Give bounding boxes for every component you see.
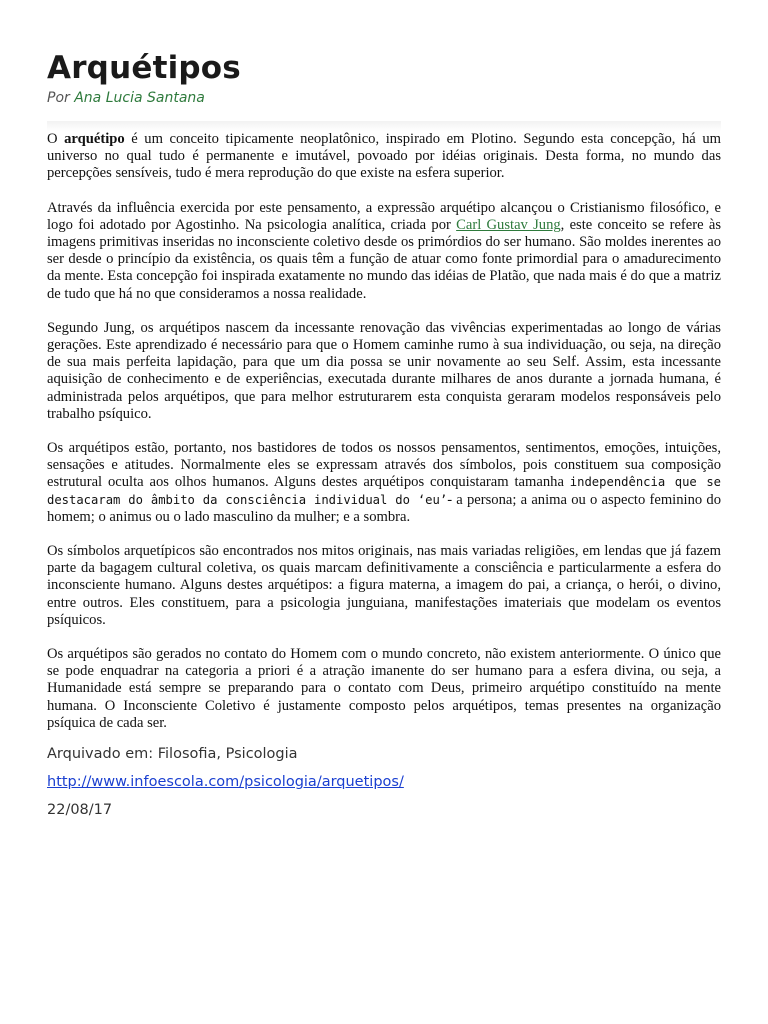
- date: 22/08/17: [47, 802, 113, 819]
- bold-term-arquetipo: arquétipo: [64, 131, 125, 147]
- paragraph-1: [47, 131, 721, 183]
- jung-link[interactable]: Carl Gustav Jung: [456, 216, 561, 233]
- paragraph-1-intro: O: [47, 131, 65, 147]
- paragraph-5: Os símbolos arquetípicos são encontrados nos mitos originais, nas mais variadas religiões, em lendas que já fazem parte da bagagem cultural coletiva, os quais marcam definitivamente a consciência e particularmente a esfera do inconsciente humano. Alguns destes arquétipos: a figura materna, a imagem do pai, a criança, o herói, o divino, entre outros. Eles constituem, para a psicologia junguiana, manifestações imateriais que modelam os eventos psíquicos.: [47, 543, 721, 628]
- paragraph-4: [47, 440, 721, 526]
- paragraph-2-text-a: Através da influência exercida por este pensamento, a expressão arquétipo alcançou o Cristianismo filosófico, e logo foi adotado por Agostinho. Na psicologia analítica, criada por: [47, 199, 721, 233]
- article-body: [47, 121, 721, 732]
- source-url-link[interactable]: http://www.infoescola.com/psicologia/arquetipos/: [47, 774, 404, 791]
- paragraph-1-text: é um conceito tipicamente neoplatônico, inspirado em Plotino. Segundo esta concepção, há um universo no qual tudo é permanente e imutável, povoado por idéias originais. Desta forma, no mundo das percepções sensíveis, tudo é mera reprodução do que existe na esfera superior.: [47, 131, 721, 182]
- archived-categories: Arquivado em: Filosofia, Psicologia: [47, 746, 298, 763]
- paragraph-4-mono-text: independência que se destacaram do âmbito da consciência individual do ‘eu’: [47, 475, 721, 507]
- byline: [47, 88, 721, 108]
- paragraph-6: Os arquétipos são gerados no contato do Homem com o mundo concreto, não existem anteriormente. O único que se pode enquadrar na categoria a priori é a atração imanente do ser humano para a esfera divina, ou seja, a Humanidade está sempre se preparando para o contato com Deus, primeiro arquétipo constituído na mente humana. O Inconsciente Coletivo é justamente composto pelos arquétipos, temas presentes na organização psíquica de cada ser.: [47, 646, 721, 731]
- author-name: Ana Lucia Santana: [74, 90, 205, 106]
- paragraph-4-text-a: Os arquétipos estão, portanto, nos bastidores de todos os nossos pensamentos, sentimentos, emoções, intuições, sensações e atitudes. Normalmente eles se expressam através dos símbolos, pois constituem sua composição estrutural oculta aos olhos humanos. Alguns destes arquétipos conquistaram tamanha: [47, 440, 721, 491]
- byline-prefix: Por: [47, 90, 70, 106]
- source-url-line: [47, 772, 721, 792]
- paragraph-2: [47, 200, 721, 303]
- paragraph-4-text-b: - a persona; a anima ou o aspecto feminino do homem; o animus ou o lado masculino da mulher; e a sombra.: [47, 491, 721, 525]
- footer: [47, 744, 721, 820]
- paragraph-2-text-b: , este conceito se refere às imagens primitivas inseridas no inconsciente coletivo desde os primórdios do ser humano. São moldes inerentes ao ser desde o princípio da existência, os quais têm a função de atuar como fonte primordial para o amadurecimento da mente. Esta concepção foi inspirada exatamente no mundo das idéias de Platão, que nada mais é do que a matriz de tudo que há no que consideramos a nossa realidade.: [47, 216, 722, 302]
- page-title: Arquétipos: [47, 50, 241, 86]
- paragraph-3: Segundo Jung, os arquétipos nascem da incessante renovação das vivências experimentadas ao longo de várias gerações. Este aprendizado é necessário para que o Homem caminhe rumo à sua individuação, ou seja, na direção de sua mais perfeita lapidação, para que um dia possa se unir novamente ao seu Self. Assim, esta incessante aquisição de conhecimento e de experiências, executada durante milhares de anos durante a jornada humana, é administrada pelos arquétipos, que para melhor estruturarem esta conquista geraram modelos responsáveis pelo trabalho psíquico.: [47, 319, 721, 422]
